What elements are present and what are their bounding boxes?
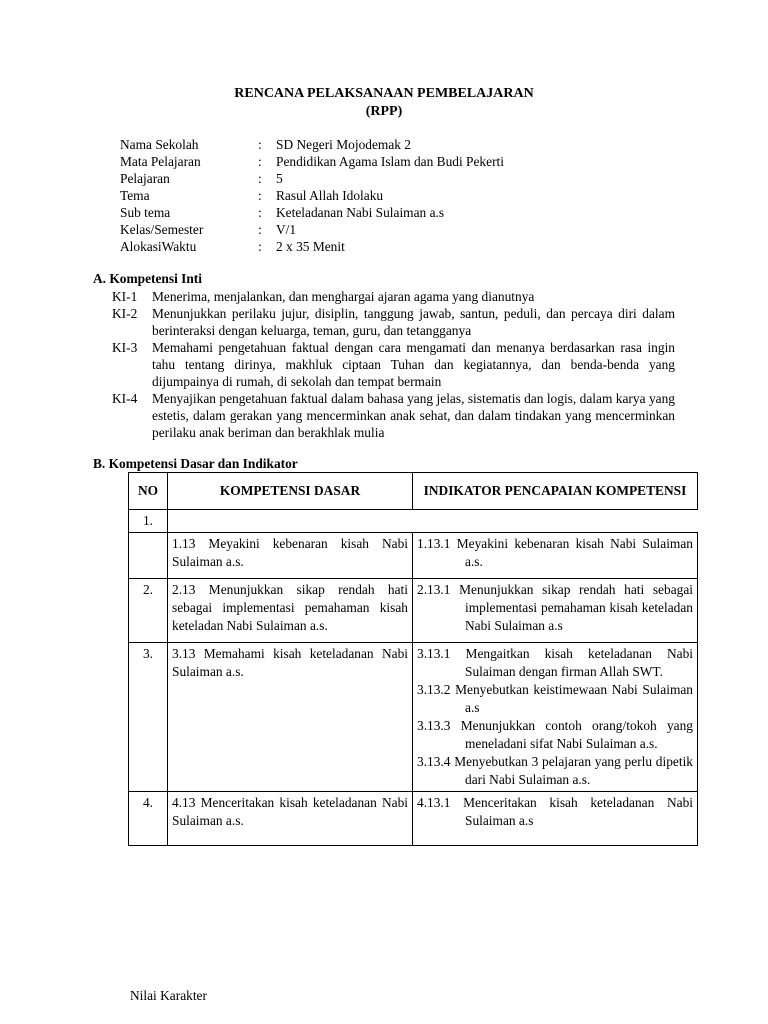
identity-value: Rasul Allah Idolaku: [276, 188, 384, 203]
identity-label: Tema: [120, 188, 150, 203]
footer-nilai-karakter: Nilai Karakter: [130, 988, 207, 1003]
identity-value: Keteladanan Nabi Sulaiman a.s: [276, 205, 445, 220]
header-indikator: INDIKATOR PENCAPAIAN KOMPETENSI: [413, 473, 698, 510]
indicator-item: 3.13.4 Menyebutkan 3 pelajaran yang perlu dipetik dari Nabi Sulaiman a.s.: [417, 754, 693, 787]
document-title: RENCANA PELAKSANAAN PEMBELAJARAN: [234, 86, 534, 101]
document-subtitle: (RPP): [365, 104, 403, 119]
spacer-cell: [168, 510, 698, 533]
indicator-item: 3.13.3 Menunjukkan contoh orang/tokoh yang meneladani sifat Nabi Sulaiman a.s.: [417, 718, 693, 751]
indicator-cell: [413, 643, 698, 792]
row-number: 2.: [129, 579, 168, 643]
ki-item: [112, 305, 675, 339]
ki-text: Menunjukkan perilaku jujur, disiplin, tanggung jawab, santun, peduli, dan percaya diri dalam berinteraksi dengan keluarga, teman, guru, dan tetangganya: [152, 306, 675, 338]
ki-text: Menerima, menjalankan, dan menghargai ajaran agama yang dianutnya: [152, 289, 535, 304]
ki-code: KI-4: [112, 391, 138, 406]
identity-label: AlokasiWaktu: [120, 239, 197, 254]
identity-value: 5: [276, 171, 283, 186]
identity-colon: :: [258, 188, 262, 203]
ki-item: [112, 288, 675, 305]
row-number: 1.: [129, 510, 168, 533]
table-row: [129, 792, 698, 846]
identity-value: 2 x 35 Menit: [276, 239, 345, 254]
indicator-cell: [413, 579, 698, 643]
kd-text: 2.13 Menunjukkan sikap rendah hati sebagai implementasi pemahaman kisah keteladan Nabi Sulaiman a.s.: [168, 579, 413, 643]
identity-label: Mata Pelajaran: [120, 154, 201, 169]
identity-label: Sub tema: [120, 205, 171, 220]
table-row: [129, 533, 698, 579]
indicator-item: 1.13.1 Meyakini kebenaran kisah Nabi Sulaiman a.s.: [417, 536, 693, 569]
section-heading-kompetensi-inti: A. Kompetensi Inti: [93, 271, 202, 286]
header-kompetensi-dasar: KOMPETENSI DASAR: [168, 473, 413, 510]
kd-text: 3.13 Memahami kisah keteladanan Nabi Sulaiman a.s.: [168, 643, 413, 792]
ki-text: Memahami pengetahuan faktual dengan cara mengamati dan menanya berdasarkan rasa ingin tahu tentang dirinya, makhluk ciptaan Tuhan dan kegiatannya, dan benda-benda yang dijumpainya di rumah, di sekolah dan tempat bermain: [152, 340, 675, 389]
identity-label: Pelajaran: [120, 171, 170, 186]
identity-value: SD Negeri Mojodemak 2: [276, 137, 411, 152]
indicator-item: 3.13.2 Menyebutkan keistimewaan Nabi Sulaiman a.s: [417, 682, 693, 715]
identity-colon: :: [258, 171, 262, 186]
row-number: 4.: [129, 792, 168, 846]
row-number: 3.: [129, 643, 168, 792]
indicator-item: 4.13.1 Menceritakan kisah keteladanan Nabi Sulaiman a.s: [417, 795, 693, 828]
indicator-item: 3.13.1 Mengaitkan kisah keteladanan Nabi Sulaiman dengan firman Allah SWT.: [417, 646, 693, 679]
table-row: [129, 643, 698, 792]
identity-colon: :: [258, 239, 262, 254]
indicator-cell: [413, 533, 698, 579]
table-row: [129, 579, 698, 643]
row-number-cell: [129, 533, 168, 579]
table-header-row: [129, 473, 698, 510]
identity-label: Kelas/Semester: [120, 222, 204, 237]
ki-item: [112, 390, 675, 441]
kd-text: 4.13 Menceritakan kisah keteladanan Nabi Sulaiman a.s.: [168, 792, 413, 846]
indicator-cell: [413, 792, 698, 846]
ki-item: [112, 339, 675, 390]
identity-colon: :: [258, 222, 262, 237]
indicator-item: 2.13.1 Menunjukkan sikap rendah hati sebagai implementasi pemahaman kisah keteladan Nabi Sulaiman a.s: [417, 582, 693, 633]
kd-text: 1.13 Meyakini kebenaran kisah Nabi Sulaiman a.s.: [168, 533, 413, 579]
header-no: NO: [129, 473, 168, 510]
identity-value: V/1: [276, 222, 297, 237]
ki-code: KI-1: [112, 289, 138, 304]
identity-colon: :: [258, 205, 262, 220]
identity-label: Nama Sekolah: [120, 137, 199, 152]
identity-value: Pendidikan Agama Islam dan Budi Pekerti: [276, 154, 504, 169]
ki-code: KI-2: [112, 306, 138, 321]
section-heading-kompetensi-dasar: B. Kompetensi Dasar dan Indikator: [93, 456, 298, 471]
competency-table: [128, 472, 698, 846]
ki-code: KI-3: [112, 340, 138, 355]
identity-colon: :: [258, 137, 262, 152]
table-row-number-spacer: [129, 510, 698, 533]
identity-colon: :: [258, 154, 262, 169]
ki-text: Menyajikan pengetahuan faktual dalam bahasa yang jelas, sistematis dan logis, dalam karya yang estetis, dalam gerakan yang mencerminkan anak sehat, dan dalam tindakan yang mencerminkan perilaku anak beriman dan berakhlak mulia: [152, 391, 675, 440]
